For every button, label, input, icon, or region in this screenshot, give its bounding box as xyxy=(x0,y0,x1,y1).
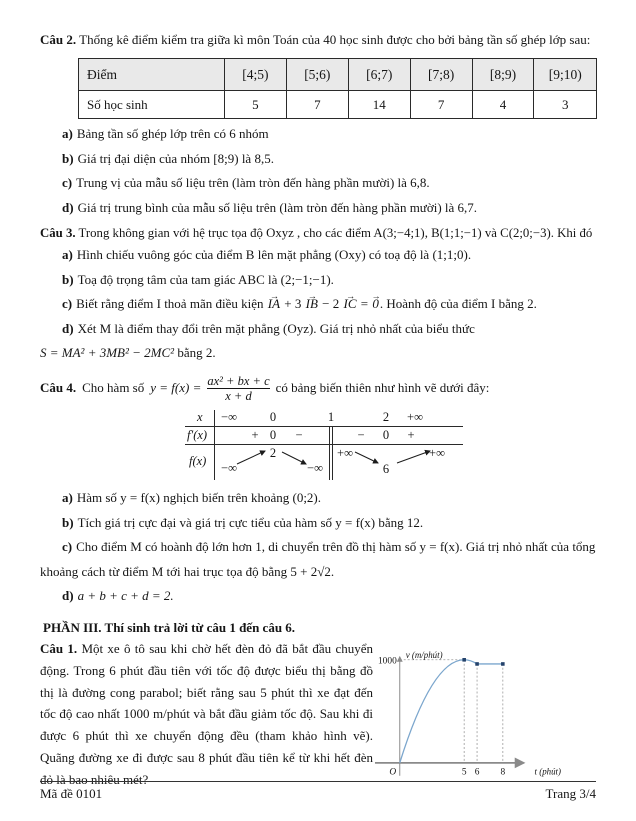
question-3-option-c xyxy=(40,292,597,317)
question-3-formula-line xyxy=(40,341,597,365)
question-4-option-d xyxy=(40,584,597,609)
bbt-f-value: 2 xyxy=(269,446,277,460)
exam-code: Mã đề 0101 xyxy=(40,786,103,801)
option-marker: d) xyxy=(62,199,74,215)
y-tick-1000: 1000 xyxy=(377,656,397,667)
x-tick-8: 8 xyxy=(500,767,506,778)
operator: + 3 xyxy=(284,296,302,311)
bbt-x-value: 0 xyxy=(269,410,277,424)
bbt-row-x-label: x xyxy=(197,410,203,424)
question-3-heading xyxy=(40,224,597,243)
y-axis-label: v (m/phút) xyxy=(405,649,443,660)
increase-arrow-icon xyxy=(237,451,265,464)
function-equation: y = f(x) = xyxy=(150,380,202,395)
question-4-option-a xyxy=(40,486,597,511)
data-point-6-960 xyxy=(475,662,479,666)
option-marker: b) xyxy=(62,150,74,166)
table-header-diem: Điểm xyxy=(79,59,225,91)
interval-cell: [6;7) xyxy=(348,59,410,91)
question-4-pre-text: Cho hàm số xyxy=(82,380,145,395)
fraction-denominator: x + d xyxy=(207,388,269,403)
option-text: Biết rằng điểm I thoả mãn điều kiện xyxy=(76,296,264,311)
bbt-f-value: −∞ xyxy=(307,461,323,475)
option-text: a + b + c + d = 2. xyxy=(77,587,174,603)
count-cell: 7 xyxy=(410,91,472,119)
question-3-option-b xyxy=(40,268,597,293)
question-2-option-b xyxy=(40,147,597,172)
question-1-paragraph xyxy=(40,638,373,791)
bbt-x-value: +∞ xyxy=(407,410,423,424)
option-text: Xét M là điểm thay đổi trên mặt phẳng (Oyz). Giá trị nhỏ nhất của biểu thức xyxy=(77,320,475,336)
option-marker: c) xyxy=(62,539,73,554)
question-3-label: Câu 3. xyxy=(40,226,76,240)
bbt-x-value: 1 xyxy=(327,410,335,424)
x-tick-5: 5 xyxy=(461,767,467,778)
bbt-sign: 0 xyxy=(382,428,390,442)
decrease-arrow-icon xyxy=(355,452,378,463)
vector-IA: → IA xyxy=(267,292,281,317)
question-2-option-c xyxy=(40,171,597,196)
question-1-block xyxy=(40,638,597,791)
option-marker: b) xyxy=(62,271,74,287)
count-cell: 5 xyxy=(224,91,286,119)
question-4-label: Câu 4. xyxy=(40,380,77,395)
option-marker: d) xyxy=(62,587,74,603)
bbt-f-value: −∞ xyxy=(221,461,237,475)
option-text: Hình chiếu vuông góc của điểm B lên mặt phẳng (Oxy) có toạ độ là (1;1;0). xyxy=(76,247,472,262)
option-text: Giá trị trung bình của mẫu số liệu trên (làm tròn đến hàng phần mười) là 6,7. xyxy=(77,199,478,215)
part-3-heading: PHẦN III. Thí sinh trả lời từ câu 1 đến câu 6. xyxy=(43,620,296,635)
question-3-text: Trong không gian với hệ trục tọa độ Oxyz , cho các điểm A(3;−4;1), B(1;1;−1) và C(2;0;−3). Khi đó xyxy=(78,226,593,240)
x-axis-label: t (phút) xyxy=(534,766,562,777)
option-text: Giá trị đại diện của nhóm [8;9) là 8,5. xyxy=(77,150,274,166)
question-1-label: Câu 1. xyxy=(40,641,78,656)
bbt-row-f-label: f(x) xyxy=(189,454,207,468)
variation-table xyxy=(185,410,463,480)
bbt-horizontal-line xyxy=(185,426,463,427)
question-2-heading xyxy=(40,30,597,49)
fraction xyxy=(207,374,269,403)
interval-cell: [4;5) xyxy=(224,59,286,91)
fraction-numerator: ax² + bx + c xyxy=(207,373,270,388)
option-marker: a) xyxy=(62,490,73,505)
page-number: Trang 3/4 xyxy=(545,786,596,801)
bbt-f-value: 6 xyxy=(382,462,390,476)
operator: = xyxy=(360,296,369,311)
question-4-option-b xyxy=(40,511,597,536)
decrease-arrow-icon xyxy=(282,452,306,464)
increase-arrow-icon xyxy=(397,451,430,463)
option-text: Hàm số y = f(x) nghịch biến trên khoảng (0;2). xyxy=(76,490,322,505)
interval-cell: [9;10) xyxy=(534,59,597,91)
bbt-arrows xyxy=(185,444,463,480)
question-4-post-text: có bảng biến thiên như hình vẽ dưới đây: xyxy=(275,380,490,395)
formula-S: S = MA² + 3MB² − 2MC² xyxy=(40,345,175,360)
frequency-table xyxy=(78,58,597,119)
question-2-label: Câu 2. xyxy=(40,32,77,47)
option-marker: d) xyxy=(62,320,74,336)
data-point-5-1000 xyxy=(462,658,466,662)
velocity-time-graph xyxy=(373,640,597,791)
interval-cell: [7;8) xyxy=(410,59,472,91)
frequency-table-header-row xyxy=(79,59,597,91)
data-point-8-960 xyxy=(501,662,505,666)
bbt-x-value: 2 xyxy=(382,410,390,424)
option-text: Trung vị của mẫu số liệu trên (làm tròn đến hàng phần mười) là 6,8. xyxy=(76,175,430,190)
vector-IB: → IB xyxy=(305,292,319,317)
bbt-sign: + xyxy=(251,428,259,442)
count-cell: 3 xyxy=(534,91,597,119)
question-3-option-d xyxy=(40,317,597,342)
bbt-sign: − xyxy=(357,428,365,442)
frequency-table-data-row xyxy=(79,91,597,119)
bbt-sign: + xyxy=(407,428,415,442)
option-marker: a) xyxy=(62,247,73,262)
question-4-option-c-continuation: khoảng cách từ điểm M tới hai trục tọa độ bằng 5 + 2√2. xyxy=(40,563,335,579)
formula-suffix: bằng 2. xyxy=(177,345,216,360)
page-content xyxy=(40,30,597,791)
bbt-row-fprime-label: f′(x) xyxy=(187,428,208,442)
bbt-f-value: +∞ xyxy=(337,446,353,460)
table-header-so-hoc-sinh: Số học sinh xyxy=(79,91,225,119)
question-1-text: Một xe ô tô sau khi chờ hết đèn đỏ đã bắt đầu chuyển động. Trong 6 phút đầu tiên với tốc độ được biểu thị bằng đồ thị là đường cong parabol; biết rằng sau 5 phút thì xe đạt đến tốc độ cao nhất 1000 m/phút và bắt đầu giảm tốc độ. Sau khi đi được 6 phút thì xe chuyển động đều (tham khảo hình vẽ). Quãng đường xe đi được sau 8 phút đầu tiên kể từ khi hết đèn đỏ là bao nhiêu mét? xyxy=(40,641,374,787)
interval-cell: [8;9) xyxy=(472,59,534,91)
option-text: . Hoành độ của điểm I bằng 2. xyxy=(379,296,537,311)
count-cell: 7 xyxy=(286,91,348,119)
question-2-text: Thống kê điểm kiểm tra giữa kì môn Toán của 40 học sinh được cho bởi bảng tần số ghép lớp sau: xyxy=(79,32,591,47)
option-text: Tích giá trị cực đại và giá trị cực tiểu của hàm số y = f(x) bằng 12. xyxy=(77,514,424,530)
option-text: Bảng tần số ghép lớp trên có 6 nhóm xyxy=(76,126,269,141)
operator: − 2 xyxy=(322,296,340,311)
bbt-sign: − xyxy=(295,428,303,442)
question-2-option-d xyxy=(40,196,597,221)
question-3-option-a xyxy=(40,243,597,268)
interval-cell: [5;6) xyxy=(286,59,348,91)
option-text: Toạ độ trọng tâm của tam giác ABC là (2;−1;−1). xyxy=(77,271,334,287)
option-marker: c) xyxy=(62,175,73,190)
question-4-heading xyxy=(40,368,597,408)
vector-zero: → 0 xyxy=(371,292,380,317)
bbt-sign: 0 xyxy=(269,428,277,442)
option-marker: a) xyxy=(62,126,73,141)
count-cell: 14 xyxy=(348,91,410,119)
option-marker: c) xyxy=(62,296,73,311)
question-2-option-a xyxy=(40,122,597,147)
vector-IC: → IC xyxy=(342,292,357,317)
velocity-curve xyxy=(400,660,503,763)
bbt-x-value: −∞ xyxy=(221,410,237,424)
option-text: Cho điểm M có hoành độ lớn hơn 1, di chuyển trên đồ thị hàm số y = f(x). Giá trị nhỏ nhất của tổng xyxy=(76,539,596,554)
origin-label: O xyxy=(389,767,397,778)
bbt-f-value: +∞ xyxy=(429,446,445,460)
option-marker: b) xyxy=(62,514,74,530)
x-tick-6: 6 xyxy=(474,767,480,778)
count-cell: 4 xyxy=(472,91,534,119)
page-footer xyxy=(40,781,596,802)
question-4-option-c xyxy=(40,535,597,560)
